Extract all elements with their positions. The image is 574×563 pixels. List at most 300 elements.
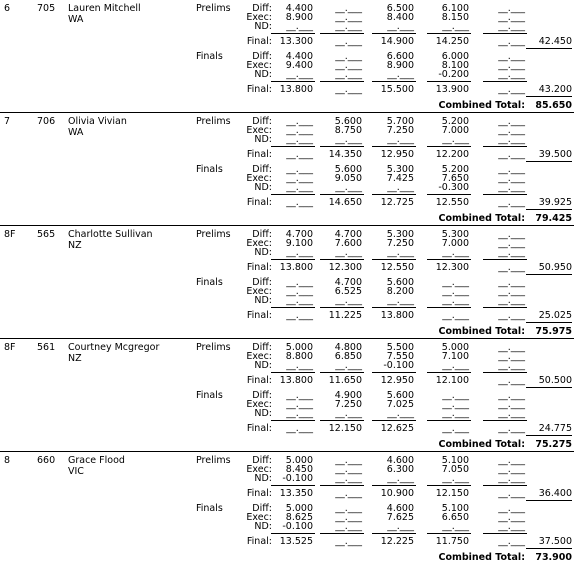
score-row-label-nd: ND: xyxy=(254,69,272,80)
score-column-rule xyxy=(320,420,364,421)
round-total: 42.450 xyxy=(538,36,572,47)
round-total-rule xyxy=(526,274,572,275)
score-cell-diff: __.___ xyxy=(498,455,525,466)
score-cell-final: __.___ xyxy=(335,536,362,547)
score-cell-nd: -0.300 xyxy=(438,182,469,193)
round-total-rule xyxy=(526,548,572,549)
score-row-label-exec: Exec: xyxy=(246,12,272,23)
score-row-label-diff: Diff: xyxy=(252,229,272,240)
score-cell-diff: 6.000 xyxy=(441,51,469,62)
score-cell-final: 11.225 xyxy=(328,310,362,321)
score-cell-final: 12.725 xyxy=(380,197,414,208)
score-cell-exec: __.___ xyxy=(335,512,362,523)
score-row-label-nd: ND: xyxy=(254,360,272,371)
score-cell-exec: 7.250 xyxy=(386,238,414,249)
score-cell-exec: __.___ xyxy=(498,512,525,523)
score-cell-final: __.___ xyxy=(286,423,313,434)
score-cell-diff: 5.000 xyxy=(285,503,313,514)
score-cell-exec: 7.550 xyxy=(386,351,414,362)
score-cell-final: 14.250 xyxy=(435,36,469,47)
score-cell-final: 12.300 xyxy=(435,262,469,273)
score-cell-nd: __.___ xyxy=(286,182,313,193)
score-column-rule xyxy=(372,33,416,34)
score-cell-diff: __.___ xyxy=(335,3,362,14)
score-cell-diff: 4.900 xyxy=(334,390,362,401)
score-column-rule xyxy=(271,259,315,260)
score-cell-diff: 4.800 xyxy=(334,342,362,353)
athlete-state: VIC xyxy=(68,466,84,477)
score-cell-diff: __.___ xyxy=(498,277,525,288)
score-cell-exec: 6.525 xyxy=(334,286,362,297)
score-row-label-exec: Exec: xyxy=(246,60,272,71)
score-cell-nd: __.___ xyxy=(286,295,313,306)
score-cell-diff: 5.300 xyxy=(386,164,414,175)
score-cell-exec: __.___ xyxy=(286,173,313,184)
athlete-state: WA xyxy=(68,14,84,25)
score-column-rule xyxy=(372,146,416,147)
round-label: Finals xyxy=(196,503,223,514)
combined-total-label: Combined Total: xyxy=(438,326,525,337)
round-label: Prelims xyxy=(196,455,231,466)
score-cell-exec: 9.400 xyxy=(285,60,313,71)
score-cell-nd: __.___ xyxy=(498,21,525,32)
score-cell-exec: __.___ xyxy=(335,464,362,475)
score-cell-nd: __.___ xyxy=(387,69,414,80)
round-label: Finals xyxy=(196,390,223,401)
score-cell-exec: 8.625 xyxy=(285,512,313,523)
athlete-rank: 7 xyxy=(4,116,11,127)
score-cell-nd: __.___ xyxy=(286,247,313,258)
score-column-rule xyxy=(372,81,416,82)
score-cell-nd: __.___ xyxy=(335,247,362,258)
score-cell-final: 12.150 xyxy=(328,423,362,434)
score-column-rule xyxy=(271,420,315,421)
score-cell-nd: __.___ xyxy=(286,21,313,32)
score-row-label-diff: Diff: xyxy=(252,342,272,353)
score-row-label-diff: Diff: xyxy=(252,390,272,401)
score-cell-final: __.___ xyxy=(498,423,525,434)
score-row-label-final: Final: xyxy=(246,375,272,386)
score-row-label-diff: Diff: xyxy=(252,3,272,14)
combined-total-label: Combined Total: xyxy=(438,439,525,450)
score-cell-exec: 9.050 xyxy=(334,173,362,184)
combined-total-value: 85.650 xyxy=(535,100,572,111)
score-cell-diff: __.___ xyxy=(286,277,313,288)
score-cell-diff: 5.600 xyxy=(334,164,362,175)
score-row-label-exec: Exec: xyxy=(246,512,272,523)
score-cell-nd: -0.100 xyxy=(282,521,313,532)
score-column-rule xyxy=(271,194,315,195)
score-cell-final: 12.550 xyxy=(380,262,414,273)
score-cell-nd: __.___ xyxy=(498,182,525,193)
score-cell-final: 12.225 xyxy=(380,536,414,547)
score-cell-final: __.___ xyxy=(335,36,362,47)
score-cell-final: __.___ xyxy=(498,375,525,386)
round-label: Prelims xyxy=(196,229,231,240)
round-label: Finals xyxy=(196,277,223,288)
score-cell-nd: __.___ xyxy=(335,473,362,484)
round-total: 50.500 xyxy=(538,375,572,386)
score-cell-exec: 7.250 xyxy=(334,399,362,410)
score-cell-final: 12.950 xyxy=(380,149,414,160)
score-cell-diff: 5.600 xyxy=(386,277,414,288)
score-cell-nd: __.___ xyxy=(498,360,525,371)
score-cell-diff: 5.200 xyxy=(441,164,469,175)
score-column-rule xyxy=(320,81,364,82)
combined-total-label: Combined Total: xyxy=(438,552,525,563)
score-cell-diff: __.___ xyxy=(335,455,362,466)
score-cell-exec: __.___ xyxy=(286,399,313,410)
score-cell-nd: __.___ xyxy=(387,182,414,193)
score-cell-exec: __.___ xyxy=(498,125,525,136)
score-column-rule xyxy=(427,81,471,82)
score-cell-exec: __.___ xyxy=(335,60,362,71)
score-cell-final: 15.500 xyxy=(380,84,414,95)
score-cell-final: __.___ xyxy=(335,84,362,95)
score-cell-nd: -0.200 xyxy=(438,69,469,80)
score-cell-final: __.___ xyxy=(286,310,313,321)
score-column-rule xyxy=(427,485,471,486)
score-column-rule xyxy=(271,33,315,34)
score-row-label-final: Final: xyxy=(246,423,272,434)
round-label: Prelims xyxy=(196,3,231,14)
round-total-rule xyxy=(526,48,572,49)
score-cell-exec: 8.400 xyxy=(386,12,414,23)
score-cell-nd: __.___ xyxy=(335,69,362,80)
score-cell-final: __.___ xyxy=(286,149,313,160)
score-cell-exec: 7.600 xyxy=(334,238,362,249)
score-cell-exec: __.___ xyxy=(442,286,469,297)
score-row-label-diff: Diff: xyxy=(252,455,272,466)
score-cell-exec: 7.050 xyxy=(441,464,469,475)
score-row-label-nd: ND: xyxy=(254,21,272,32)
score-column-rule xyxy=(483,146,527,147)
score-cell-final: 14.350 xyxy=(328,149,362,160)
score-cell-nd: __.___ xyxy=(498,295,525,306)
score-cell-exec: 8.100 xyxy=(441,60,469,71)
score-cell-exec: 7.625 xyxy=(386,512,414,523)
score-cell-final: __.___ xyxy=(335,488,362,499)
score-column-rule xyxy=(372,194,416,195)
score-column-rule xyxy=(427,194,471,195)
score-row-label-final: Final: xyxy=(246,488,272,499)
round-total: 43.200 xyxy=(538,84,572,95)
score-cell-final: 12.550 xyxy=(435,197,469,208)
score-row-label-exec: Exec: xyxy=(246,286,272,297)
score-cell-diff: 4.600 xyxy=(386,455,414,466)
score-cell-diff: 4.400 xyxy=(285,3,313,14)
round-total: 37.500 xyxy=(538,536,572,547)
score-column-rule xyxy=(320,485,364,486)
score-cell-exec: 7.425 xyxy=(386,173,414,184)
score-cell-diff: __.___ xyxy=(286,164,313,175)
round-label: Finals xyxy=(196,164,223,175)
score-cell-nd: __.___ xyxy=(387,247,414,258)
score-cell-diff: 5.100 xyxy=(441,455,469,466)
score-row-label-final: Final: xyxy=(246,36,272,47)
score-row-label-exec: Exec: xyxy=(246,173,272,184)
athlete-state: NZ xyxy=(68,353,82,364)
score-row-label-nd: ND: xyxy=(254,521,272,532)
score-cell-exec: 8.150 xyxy=(441,12,469,23)
score-cell-exec: 8.200 xyxy=(386,286,414,297)
athlete-separator xyxy=(0,338,574,339)
score-cell-diff: __.___ xyxy=(498,51,525,62)
score-cell-nd: __.___ xyxy=(335,134,362,145)
score-cell-exec: __.___ xyxy=(498,351,525,362)
athlete-rank: 6 xyxy=(4,3,11,14)
score-column-rule xyxy=(427,33,471,34)
score-column-rule xyxy=(271,81,315,82)
score-cell-final: 12.100 xyxy=(435,375,469,386)
score-cell-final: __.___ xyxy=(498,84,525,95)
score-cell-exec: 9.100 xyxy=(285,238,313,249)
score-cell-final: 10.900 xyxy=(380,488,414,499)
score-cell-diff: 5.500 xyxy=(386,342,414,353)
score-cell-exec: 6.650 xyxy=(441,512,469,523)
score-column-rule xyxy=(483,33,527,34)
score-cell-diff: __.___ xyxy=(498,116,525,127)
score-column-rule xyxy=(320,307,364,308)
score-cell-final: __.___ xyxy=(286,197,313,208)
score-column-rule xyxy=(483,194,527,195)
score-cell-final: 13.525 xyxy=(279,536,313,547)
score-column-rule xyxy=(271,485,315,486)
score-cell-nd: __.___ xyxy=(286,134,313,145)
score-column-rule xyxy=(271,372,315,373)
combined-total-value: 73.900 xyxy=(535,552,572,563)
score-row-label-final: Final: xyxy=(246,149,272,160)
score-cell-exec: 8.750 xyxy=(334,125,362,136)
score-cell-final: 11.750 xyxy=(435,536,469,547)
score-cell-nd: __.___ xyxy=(442,473,469,484)
score-cell-nd: __.___ xyxy=(442,247,469,258)
round-label: Finals xyxy=(196,51,223,62)
score-cell-nd: __.___ xyxy=(387,473,414,484)
score-row-label-exec: Exec: xyxy=(246,351,272,362)
round-total-rule xyxy=(526,435,572,436)
score-cell-exec: __.___ xyxy=(498,60,525,71)
score-cell-nd: __.___ xyxy=(442,521,469,532)
score-cell-exec: __.___ xyxy=(498,464,525,475)
score-column-rule xyxy=(427,420,471,421)
score-column-rule xyxy=(320,146,364,147)
score-cell-nd: __.___ xyxy=(387,408,414,419)
score-cell-nd: __.___ xyxy=(335,360,362,371)
score-cell-exec: __.___ xyxy=(498,238,525,249)
score-cell-nd: __.___ xyxy=(387,295,414,306)
score-cell-final: 12.150 xyxy=(435,488,469,499)
round-total-rule xyxy=(526,161,572,162)
round-total-rule xyxy=(526,322,572,323)
round-label: Prelims xyxy=(196,116,231,127)
score-column-rule xyxy=(427,533,471,534)
round-label: Prelims xyxy=(196,342,231,353)
score-cell-nd: __.___ xyxy=(498,408,525,419)
score-column-rule xyxy=(372,259,416,260)
score-cell-nd: __.___ xyxy=(442,408,469,419)
score-cell-final: 13.350 xyxy=(279,488,313,499)
score-cell-final: 13.800 xyxy=(279,262,313,273)
score-cell-exec: __.___ xyxy=(286,125,313,136)
score-cell-final: __.___ xyxy=(498,197,525,208)
score-row-label-diff: Diff: xyxy=(252,164,272,175)
score-row-label-nd: ND: xyxy=(254,408,272,419)
athlete-separator xyxy=(0,112,574,113)
score-row-label-nd: ND: xyxy=(254,295,272,306)
score-cell-exec: 6.850 xyxy=(334,351,362,362)
score-cell-exec: 6.300 xyxy=(386,464,414,475)
score-cell-exec: 8.450 xyxy=(285,464,313,475)
score-cell-diff: 5.300 xyxy=(441,229,469,240)
score-cell-final: 13.800 xyxy=(279,84,313,95)
score-cell-nd: __.___ xyxy=(286,360,313,371)
score-cell-exec: __.___ xyxy=(442,399,469,410)
score-cell-diff: __.___ xyxy=(286,390,313,401)
score-column-rule xyxy=(483,259,527,260)
athlete-name: Courtney Mcgregor xyxy=(68,342,160,353)
score-cell-nd: __.___ xyxy=(498,473,525,484)
athlete-rank: 8F xyxy=(4,229,16,240)
score-cell-diff: 5.600 xyxy=(386,390,414,401)
round-total: 39.500 xyxy=(538,149,572,160)
score-cell-exec: 7.650 xyxy=(441,173,469,184)
score-cell-nd: __.___ xyxy=(387,21,414,32)
score-cell-diff: 4.700 xyxy=(334,229,362,240)
combined-total-value: 79.425 xyxy=(535,213,572,224)
score-cell-final: 14.900 xyxy=(380,36,414,47)
score-column-rule xyxy=(320,194,364,195)
score-row-label-final: Final: xyxy=(246,197,272,208)
score-cell-nd: __.___ xyxy=(442,295,469,306)
athlete-name: Charlotte Sullivan xyxy=(68,229,153,240)
score-cell-final: 13.800 xyxy=(279,375,313,386)
round-total-rule xyxy=(526,209,572,210)
score-cell-diff: __.___ xyxy=(498,164,525,175)
score-cell-exec: 8.900 xyxy=(285,12,313,23)
score-cell-diff: __.___ xyxy=(442,277,469,288)
score-cell-nd: __.___ xyxy=(286,408,313,419)
score-cell-diff: 5.200 xyxy=(441,116,469,127)
combined-total-value: 75.275 xyxy=(535,439,572,450)
score-cell-final: __.___ xyxy=(498,262,525,273)
score-cell-diff: 5.100 xyxy=(441,503,469,514)
score-column-rule xyxy=(427,146,471,147)
score-cell-exec: 7.100 xyxy=(441,351,469,362)
score-row-label-final: Final: xyxy=(246,262,272,273)
score-column-rule xyxy=(372,485,416,486)
combined-total-label: Combined Total: xyxy=(438,213,525,224)
score-cell-diff: __.___ xyxy=(498,503,525,514)
score-cell-diff: 6.600 xyxy=(386,51,414,62)
score-cell-final: __.___ xyxy=(442,423,469,434)
score-cell-final: __.___ xyxy=(498,310,525,321)
score-cell-nd: __.___ xyxy=(387,134,414,145)
score-cell-diff: __.___ xyxy=(442,390,469,401)
score-cell-diff: __.___ xyxy=(498,229,525,240)
score-column-rule xyxy=(320,33,364,34)
score-cell-diff: 5.700 xyxy=(386,116,414,127)
score-cell-final: 12.950 xyxy=(380,375,414,386)
score-cell-diff: 5.000 xyxy=(285,342,313,353)
score-cell-nd: __.___ xyxy=(335,21,362,32)
score-cell-nd: __.___ xyxy=(498,134,525,145)
round-total: 36.400 xyxy=(538,488,572,499)
score-cell-nd: __.___ xyxy=(442,134,469,145)
score-cell-final: 12.300 xyxy=(328,262,362,273)
athlete-state: NZ xyxy=(68,240,82,251)
athlete-name: Olivia Vivian xyxy=(68,116,127,127)
score-cell-diff: __.___ xyxy=(335,51,362,62)
score-cell-diff: 4.400 xyxy=(285,51,313,62)
athlete-number: 561 xyxy=(37,342,56,353)
score-cell-diff: 5.000 xyxy=(285,455,313,466)
score-cell-nd: __.___ xyxy=(286,69,313,80)
score-column-rule xyxy=(483,372,527,373)
score-cell-exec: __.___ xyxy=(498,286,525,297)
score-row-label-diff: Diff: xyxy=(252,503,272,514)
score-cell-final: 14.650 xyxy=(328,197,362,208)
athlete-rank: 8 xyxy=(4,455,11,466)
score-cell-nd: __.___ xyxy=(387,521,414,532)
score-cell-exec: 7.000 xyxy=(441,125,469,136)
score-cell-final: __.___ xyxy=(498,488,525,499)
score-column-rule xyxy=(483,307,527,308)
score-cell-exec: 8.900 xyxy=(386,60,414,71)
score-row-label-exec: Exec: xyxy=(246,238,272,249)
score-row-label-nd: ND: xyxy=(254,134,272,145)
score-cell-exec: 7.025 xyxy=(386,399,414,410)
athlete-number: 706 xyxy=(37,116,56,127)
score-cell-diff: 5.300 xyxy=(386,229,414,240)
score-column-rule xyxy=(320,259,364,260)
score-cell-final: __.___ xyxy=(498,36,525,47)
round-total: 50.950 xyxy=(538,262,572,273)
score-cell-diff: 4.700 xyxy=(285,229,313,240)
score-cell-diff: __.___ xyxy=(498,342,525,353)
score-cell-nd: __.___ xyxy=(335,521,362,532)
score-row-label-final: Final: xyxy=(246,536,272,547)
score-cell-exec: __.___ xyxy=(498,12,525,23)
athlete-number: 660 xyxy=(37,455,56,466)
score-cell-nd: __.___ xyxy=(442,21,469,32)
athlete-separator xyxy=(0,225,574,226)
score-cell-final: __.___ xyxy=(498,536,525,547)
athlete-number: 565 xyxy=(37,229,56,240)
athlete-state: WA xyxy=(68,127,84,138)
score-column-rule xyxy=(483,533,527,534)
score-cell-diff: 4.600 xyxy=(386,503,414,514)
score-column-rule xyxy=(320,372,364,373)
score-cell-diff: __.___ xyxy=(335,503,362,514)
score-row-label-final: Final: xyxy=(246,310,272,321)
score-row-label-nd: ND: xyxy=(254,182,272,193)
score-cell-final: 13.800 xyxy=(380,310,414,321)
score-cell-diff: 6.100 xyxy=(441,3,469,14)
score-cell-diff: 6.500 xyxy=(386,3,414,14)
score-cell-diff: __.___ xyxy=(286,116,313,127)
score-column-rule xyxy=(427,372,471,373)
score-row-label-final: Final: xyxy=(246,84,272,95)
score-cell-nd: __.___ xyxy=(335,182,362,193)
score-row-label-diff: Diff: xyxy=(252,116,272,127)
score-cell-final: __.___ xyxy=(498,149,525,160)
athlete-number: 705 xyxy=(37,3,56,14)
score-column-rule xyxy=(427,259,471,260)
score-cell-final: 13.300 xyxy=(279,36,313,47)
athlete-name: Grace Flood xyxy=(68,455,125,466)
score-column-rule xyxy=(483,485,527,486)
